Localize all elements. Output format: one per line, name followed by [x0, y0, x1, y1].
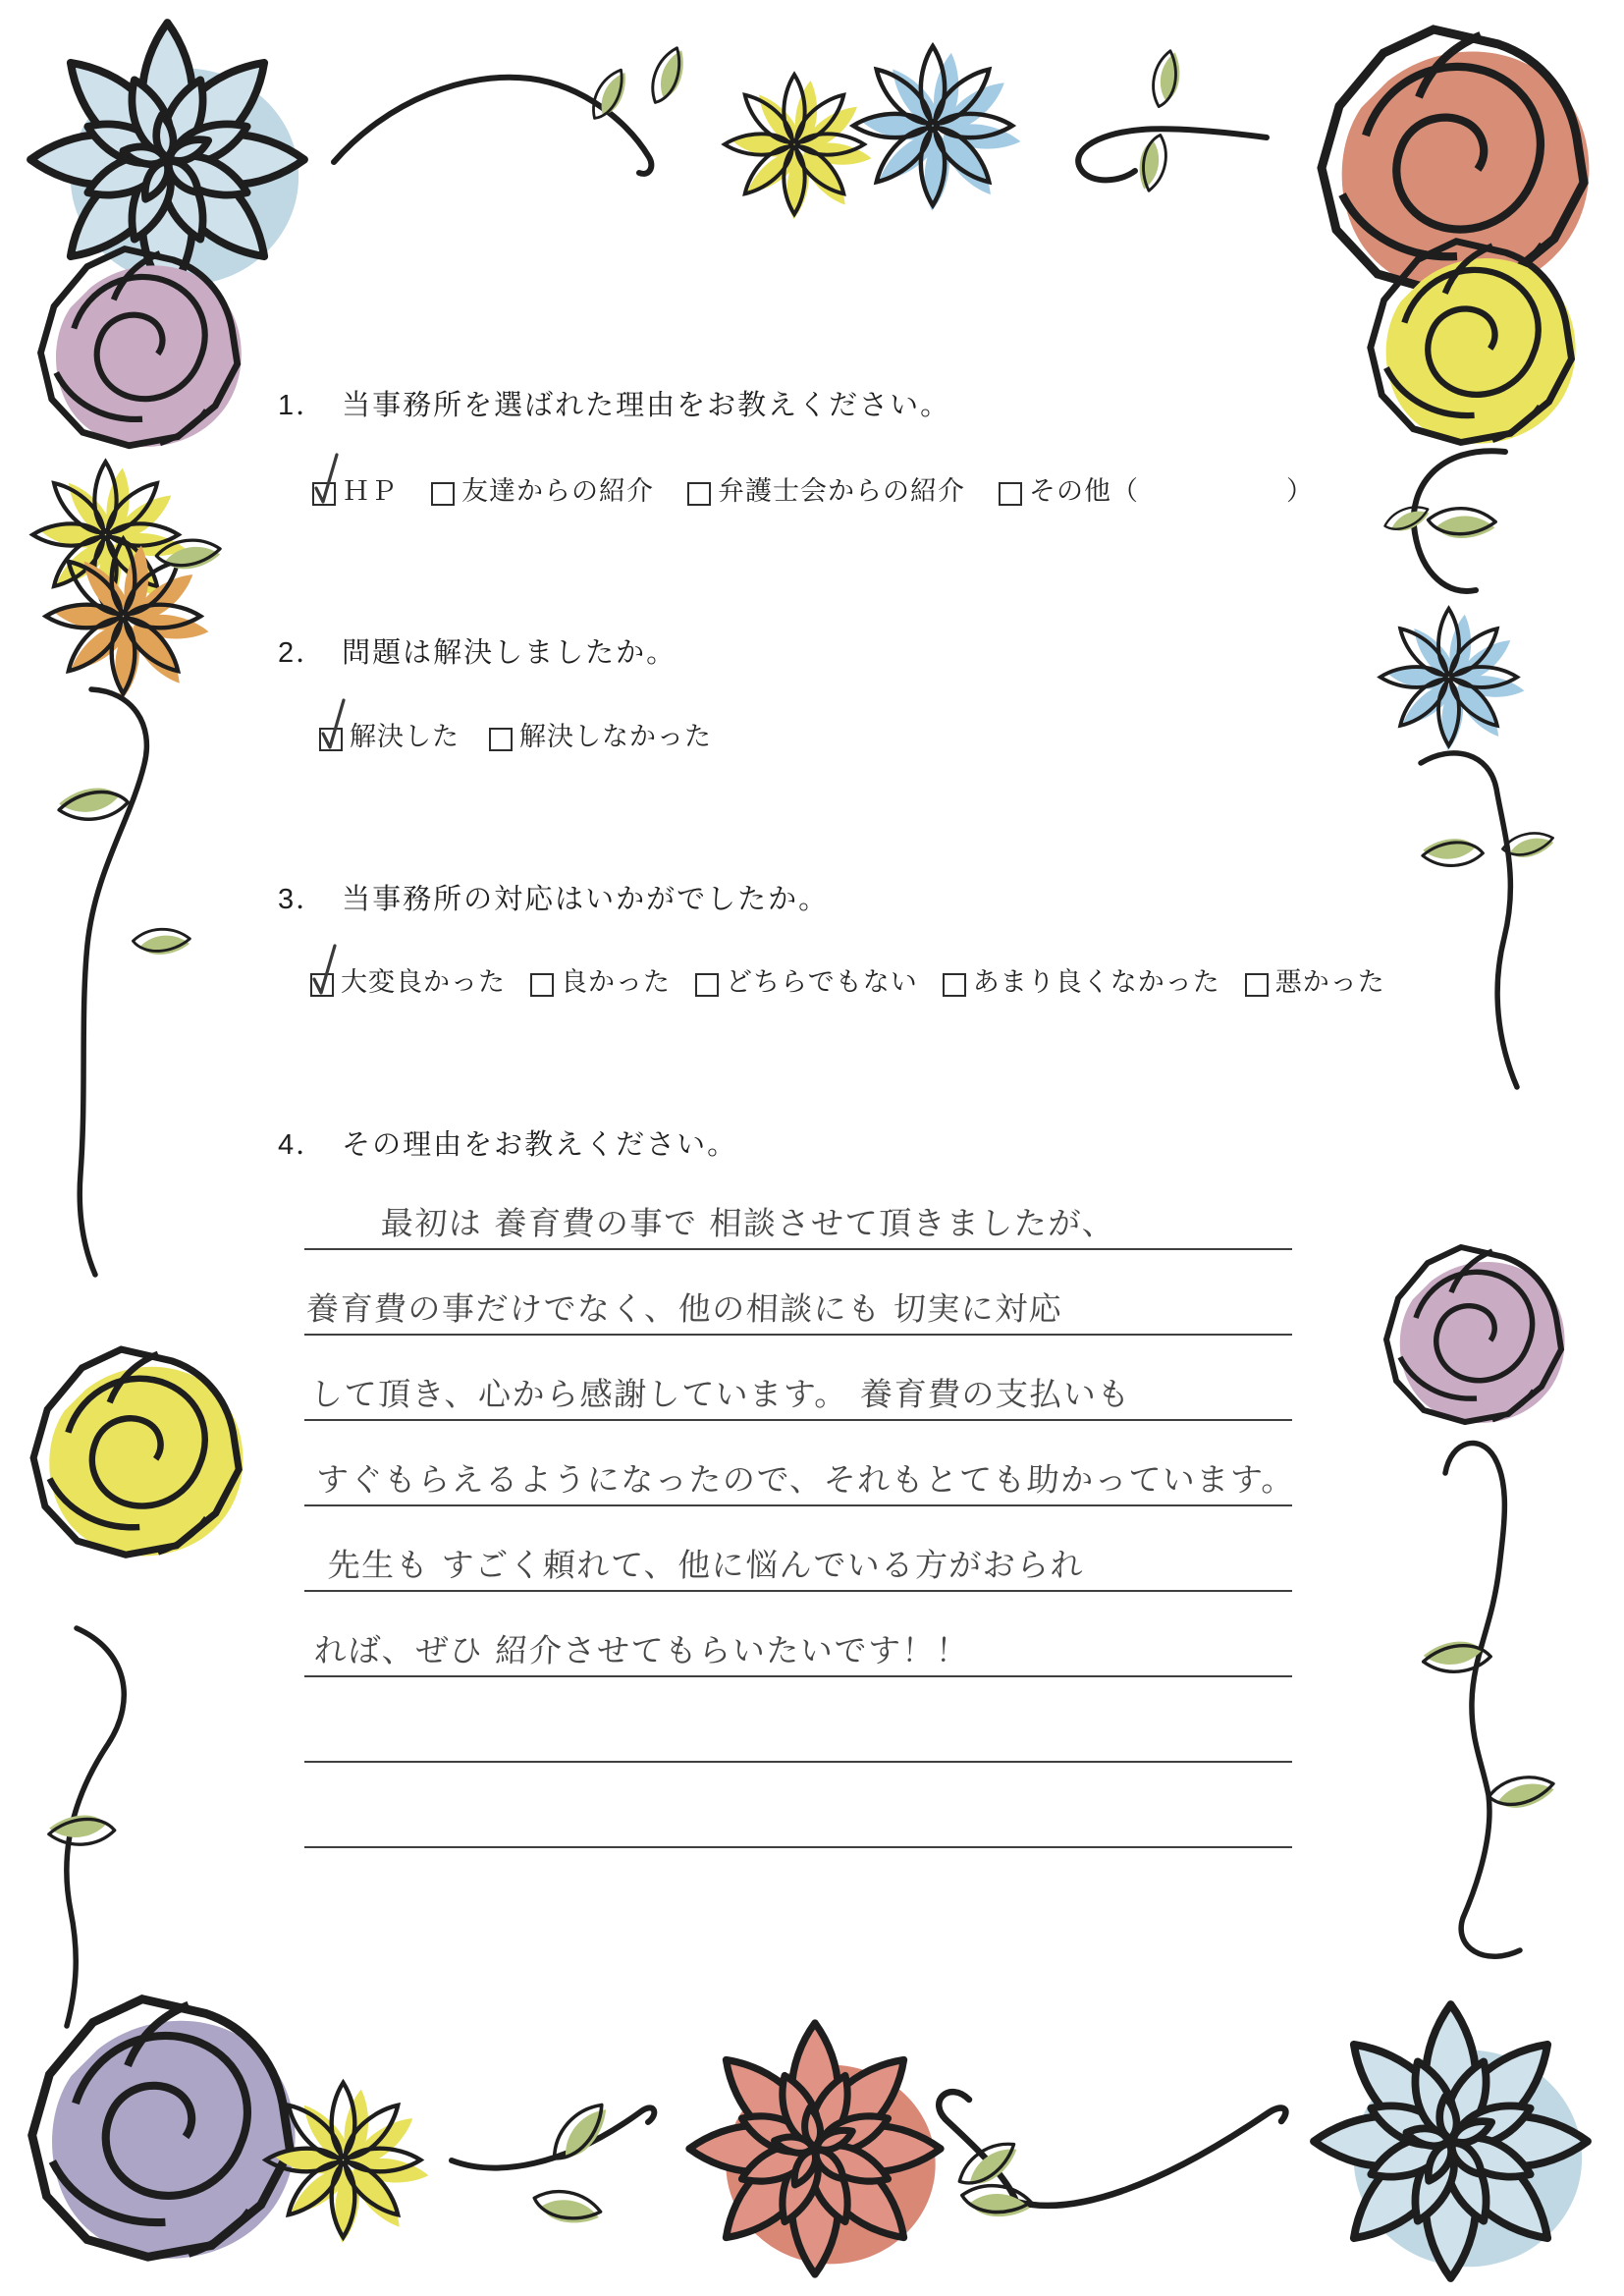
option-label: どちらでもない — [726, 967, 918, 997]
ruled-line-6 — [304, 1592, 1292, 1677]
ruled-line-8 — [304, 1763, 1292, 1848]
question-2-options — [319, 715, 712, 753]
question-1-options — [312, 469, 1314, 508]
leaf-small-left — [152, 535, 223, 576]
paren-close: ） — [1286, 476, 1314, 506]
rose-yellow-right — [1357, 228, 1583, 454]
paren-open: （ — [1111, 476, 1139, 506]
leaf-icon — [48, 1814, 115, 1847]
question-3-title: 3． 当事務所の対応はいかがでしたか。 — [278, 884, 830, 915]
option-very-good — [310, 960, 506, 999]
option-other — [999, 469, 1314, 508]
option-bar-association-referral — [687, 469, 965, 508]
checkbox-not-so-good — [943, 973, 966, 997]
leaf-branch-bottom-left — [417, 2057, 682, 2254]
leaf-icon — [1381, 503, 1432, 535]
option-label: 大変良かった — [341, 967, 506, 997]
ruled-line-3 — [304, 1336, 1292, 1421]
daisy-blue-top — [844, 37, 1021, 214]
option-label: 悪かった — [1274, 967, 1385, 997]
vine-right-middle — [1399, 741, 1556, 1095]
ruled-line-2 — [304, 1250, 1292, 1336]
checkbox-bar-association — [687, 482, 711, 506]
leaf-icon — [530, 2182, 604, 2232]
checkbox-good — [530, 973, 554, 997]
question-1-number: 1． — [278, 390, 327, 421]
checkbox-not-solved — [489, 728, 513, 751]
checkbox-solved — [319, 728, 343, 751]
checkbox-very-good — [310, 973, 334, 997]
option-label: ＨＰ — [343, 476, 398, 506]
leaf-icon — [133, 927, 190, 957]
question-3-number: 3． — [278, 884, 327, 915]
question-4-title: 4． その理由をお教えください。 — [278, 1129, 738, 1161]
ruled-line-1 — [304, 1165, 1292, 1250]
question-2-number: 2． — [278, 637, 327, 669]
handwritten-checkmark-icon — [308, 942, 340, 1001]
leaf-swoosh-top-right — [1049, 39, 1279, 211]
vine-left-lower — [27, 1618, 165, 2031]
checkbox-neutral — [695, 973, 719, 997]
handwritten-line: 先生も すごく頼れて、他に悩んでいる方がおられ — [327, 1546, 1085, 1584]
option-not-so-good — [943, 960, 1220, 999]
leaf-icon — [1132, 132, 1174, 193]
ruled-line-4 — [304, 1421, 1296, 1506]
option-label: 良かった — [561, 967, 671, 997]
handwritten-checkmark-icon — [317, 696, 349, 755]
question-2-title: 2． 問題は解決しましたか。 — [278, 637, 677, 669]
handwritten-line: して頂き、心から感謝しています。 養育費の支払いも — [309, 1375, 1132, 1413]
arch-swoosh-top-center — [319, 39, 702, 187]
leaf-icon — [1146, 48, 1188, 110]
daisy-yellow-bottom-left — [257, 2074, 429, 2246]
succulent-flower-bottom-right — [1301, 1992, 1600, 2291]
checkbox-bad — [1245, 973, 1269, 997]
option-label: あまり良くなかった — [972, 967, 1220, 997]
option-label: 解決した — [350, 722, 460, 751]
swoosh-leaves-bottom-center — [918, 2070, 1311, 2237]
vine-left-upper — [34, 678, 191, 1282]
handwritten-line: 最初は 養育費の事で 相談させて頂きましたが、 — [380, 1204, 1117, 1242]
daisy-blue-right — [1373, 601, 1525, 753]
leaf-icon — [1488, 1775, 1555, 1810]
vine-right-lower — [1394, 1412, 1571, 1977]
question-1-title: 1． 当事務所を選ばれた理由をお教えください。 — [278, 390, 951, 421]
option-label: 弁護士会からの紹介 — [718, 476, 965, 506]
leaf-icon — [1426, 504, 1496, 543]
handwritten-line: れば、ぜひ 紹介させてもらいたいです！！ — [313, 1631, 971, 1669]
ruled-line-7 — [304, 1677, 1292, 1763]
leaf-icon — [1422, 837, 1484, 868]
option-good — [530, 960, 671, 999]
handwritten-line: 養育費の事だけでなく、他の相談にも 切実に対応 — [305, 1289, 1063, 1328]
rose-mauve-right — [1375, 1235, 1571, 1432]
rose-mauve-top-left — [27, 236, 248, 457]
question-3-options — [310, 960, 1385, 999]
leaf-icon — [643, 44, 694, 108]
vine-right-upper — [1370, 437, 1532, 609]
option-label: その他 — [1029, 476, 1111, 506]
option-not-solved — [489, 715, 712, 753]
checkbox-other — [999, 482, 1022, 506]
succulent-coral-bottom-center — [677, 2011, 952, 2286]
handwritten-checkmark-icon — [310, 451, 342, 510]
leaf-icon — [59, 788, 128, 819]
rose-yellow-left — [20, 1336, 250, 1566]
option-label: 解決しなかった — [519, 722, 712, 751]
question-4-number: 4． — [278, 1129, 327, 1161]
option-label: 友達からの紹介 — [461, 476, 654, 506]
free-response-area — [304, 1165, 1296, 1848]
checkbox-friend-referral — [431, 482, 455, 506]
option-solved — [319, 715, 460, 753]
handwritten-line: すぐもらえるようになったので、それもとても助かっています。 — [315, 1460, 1296, 1499]
option-friend-referral — [431, 469, 654, 508]
option-neutral — [695, 960, 918, 999]
ruled-line-5 — [304, 1506, 1292, 1592]
option-hp — [312, 469, 398, 508]
checkbox-hp — [312, 482, 336, 506]
option-bad — [1245, 960, 1385, 999]
